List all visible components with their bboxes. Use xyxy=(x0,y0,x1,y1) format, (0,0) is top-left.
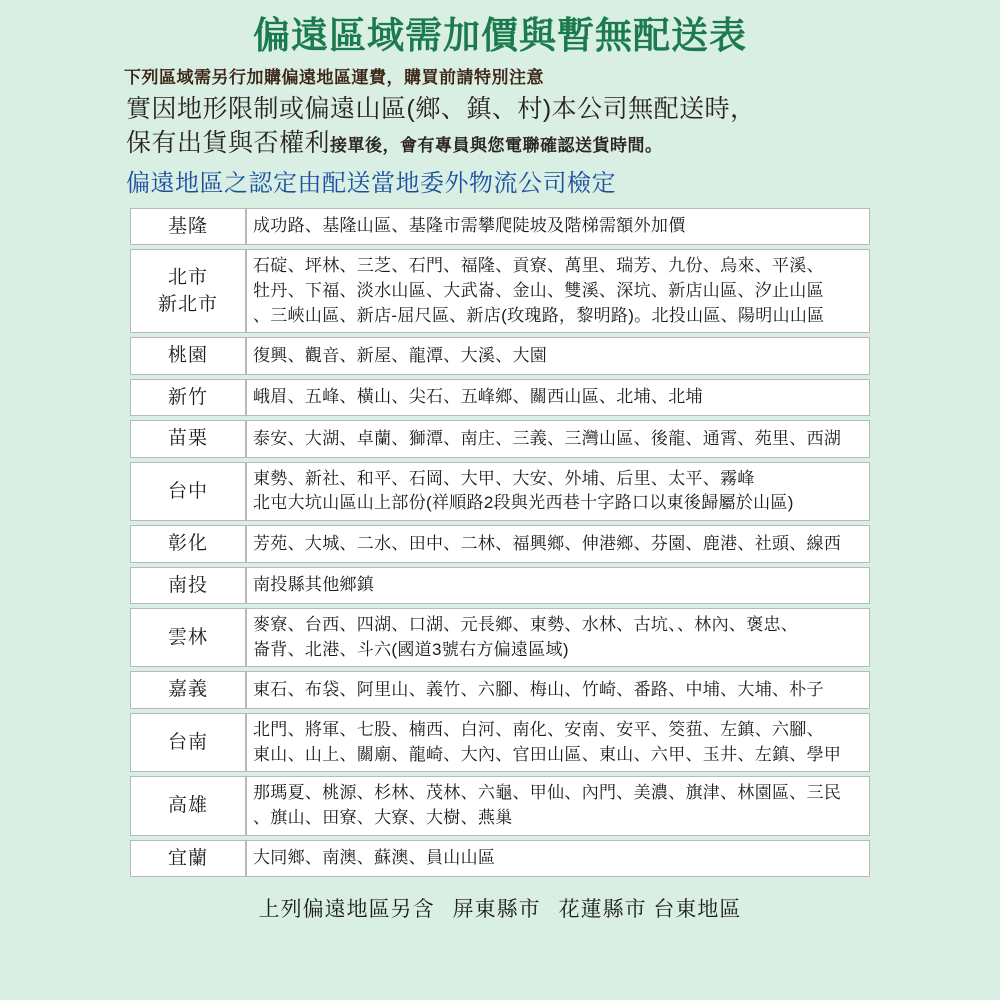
detail-cell xyxy=(246,608,870,667)
region-label: 新竹 xyxy=(167,386,208,408)
detail-line: 石碇、坪林、三芝、石門、福隆、貢寮、萬里、瑞芳、九份、烏來、平溪、 xyxy=(253,256,824,276)
region-label: 台南 xyxy=(167,731,208,753)
table-row xyxy=(130,840,870,878)
table-row xyxy=(130,208,870,246)
detail-line: 南投縣其他鄉鎮 xyxy=(253,575,375,595)
region-label: 台中 xyxy=(167,480,208,502)
region-label: 高雄 xyxy=(167,795,208,817)
detail-line: 北屯大坑山區山上部份(祥順路2段與光西巷十字路口以東後歸屬於山區) xyxy=(253,493,794,513)
region-cell xyxy=(130,608,246,667)
footer-item-3: 台東地區 xyxy=(653,898,742,922)
lead-line-2-small: 接單後，會有專員與您電聯確認送貨時間。 xyxy=(330,136,663,156)
table-row xyxy=(130,525,870,563)
region-label: 桃園 xyxy=(167,345,208,367)
region-cell xyxy=(130,379,246,417)
region-cell xyxy=(130,567,246,605)
determination-notice: 偏遠地區之認定由配送當地委外物流公司檢定 xyxy=(126,169,616,197)
detail-cell xyxy=(246,420,870,458)
table-row xyxy=(130,249,870,333)
page-title: 偏遠區域需加價與暫無配送表 xyxy=(253,15,747,56)
detail-line: 北門、將軍、七股、楠西、白河、南化、安南、安平、筊莥、左鎮、六腳、 xyxy=(253,720,824,739)
lead-line-2 xyxy=(126,126,986,161)
detail-line: 牡丹、下福、淡水山區、大武崙、金山、雙溪、深坑、新店山區、汐止山區 xyxy=(253,280,824,300)
detail-line: 泰安、大湖、卓蘭、獅潭、南庄、三義、三灣山區、後龍、通霄、苑里、西湖 xyxy=(253,428,842,448)
detail-line: 那瑪夏、桃源、杉林、茂林、六龜、甲仙、內門、美濃、旗津、林園區、三民 xyxy=(253,783,842,803)
table-row xyxy=(130,420,870,458)
region-label: 南投 xyxy=(167,574,208,596)
region-cell xyxy=(130,337,246,375)
footer-item-2: 花蓮縣市 xyxy=(558,898,647,922)
region-label: 北市 xyxy=(167,266,208,288)
detail-line: 東山、山上、關廟、龍崎、大內、官田山區、東山、六甲、玉井、左鎮、學甲 xyxy=(253,744,842,764)
detail-cell xyxy=(246,379,870,417)
detail-cell xyxy=(246,462,870,521)
table-row xyxy=(130,608,870,667)
region-label: 彰化 xyxy=(167,533,208,555)
region-cell xyxy=(130,525,246,563)
detail-line: 峨眉、五峰、橫山、尖石、五峰鄉、關西山區、北埔、北埔 xyxy=(253,387,703,407)
region-cell xyxy=(130,462,246,521)
lead-line-2-main: 保有出貨與否權利 xyxy=(126,129,331,158)
region-cell xyxy=(130,713,246,772)
detail-cell xyxy=(246,840,870,878)
table-row xyxy=(130,337,870,375)
table-row xyxy=(130,379,870,417)
detail-line: 麥寮、台西、四湖、口湖、元長鄉、東勢、水林、古坑、、林內、褒忠、 xyxy=(253,615,799,635)
detail-cell xyxy=(246,567,870,605)
detail-line: 成功路、基隆山區、基隆市需攀爬陡坡及階梯需額外加價 xyxy=(253,216,686,236)
detail-cell xyxy=(246,208,870,246)
detail-line: 、三峽山區、新店-屈尺區、新店(玫瑰路，黎明路)。北投山區、陽明山山區 xyxy=(253,305,825,325)
detail-line: 復興、觀音、新屋、龍潭、大溪、大園 xyxy=(253,345,548,365)
table-row xyxy=(130,567,870,605)
footer-prefix: 上列偏遠地區另含 xyxy=(258,898,435,922)
region-label: 新北市 xyxy=(157,294,218,316)
footer-note xyxy=(14,893,986,923)
detail-cell xyxy=(246,337,870,375)
footer-item-1: 屏東縣市 xyxy=(452,898,541,922)
detail-line: 東石、布袋、阿里山、義竹、六腳、梅山、竹崎、番路、中埔、大埔、朴子 xyxy=(253,679,824,699)
region-label: 雲林 xyxy=(167,627,208,649)
region-cell xyxy=(130,249,246,333)
region-cell xyxy=(130,420,246,458)
lead-paragraph xyxy=(126,92,986,161)
table-row xyxy=(130,776,870,835)
detail-line: 崙背、北港、斗六(國道3號右方偏遠區域) xyxy=(253,639,569,659)
detail-line: 大同鄉、南澳、蘇澳、員山山區 xyxy=(253,848,496,868)
region-cell xyxy=(130,776,246,835)
detail-cell xyxy=(246,525,870,563)
table-row xyxy=(130,671,870,709)
detail-line: 芳苑、大城、二水、田中、二林、福興鄉、伸港鄉、芬園、鹿港、社頭、線西 xyxy=(253,533,842,553)
region-label: 苗栗 xyxy=(167,428,208,450)
detail-line: 東勢、新社、和平、石岡、大甲、大安、外埔、后里、太平、霧峰 xyxy=(253,468,755,488)
region-cell xyxy=(130,671,246,709)
detail-cell xyxy=(246,713,870,772)
subtitle-note: 下列區域需另行加購偏遠地區運費，購買前請特別注意 xyxy=(124,67,544,87)
remote-area-table xyxy=(130,204,870,881)
table-row xyxy=(130,462,870,521)
region-label: 嘉義 xyxy=(167,679,208,701)
region-label: 基隆 xyxy=(167,215,208,237)
detail-cell xyxy=(246,249,870,333)
lead-line-1: 實因地形限制或偏遠山區(鄉、鎮、村)本公司無配送時， xyxy=(126,94,756,123)
region-cell xyxy=(130,840,246,878)
detail-line: 、旗山、田寮、大寮、大樹、燕巢 xyxy=(253,807,513,827)
detail-cell xyxy=(246,671,870,709)
region-label: 宜蘭 xyxy=(167,847,208,869)
table-row xyxy=(130,713,870,772)
region-cell xyxy=(130,208,246,246)
detail-cell xyxy=(246,776,870,835)
